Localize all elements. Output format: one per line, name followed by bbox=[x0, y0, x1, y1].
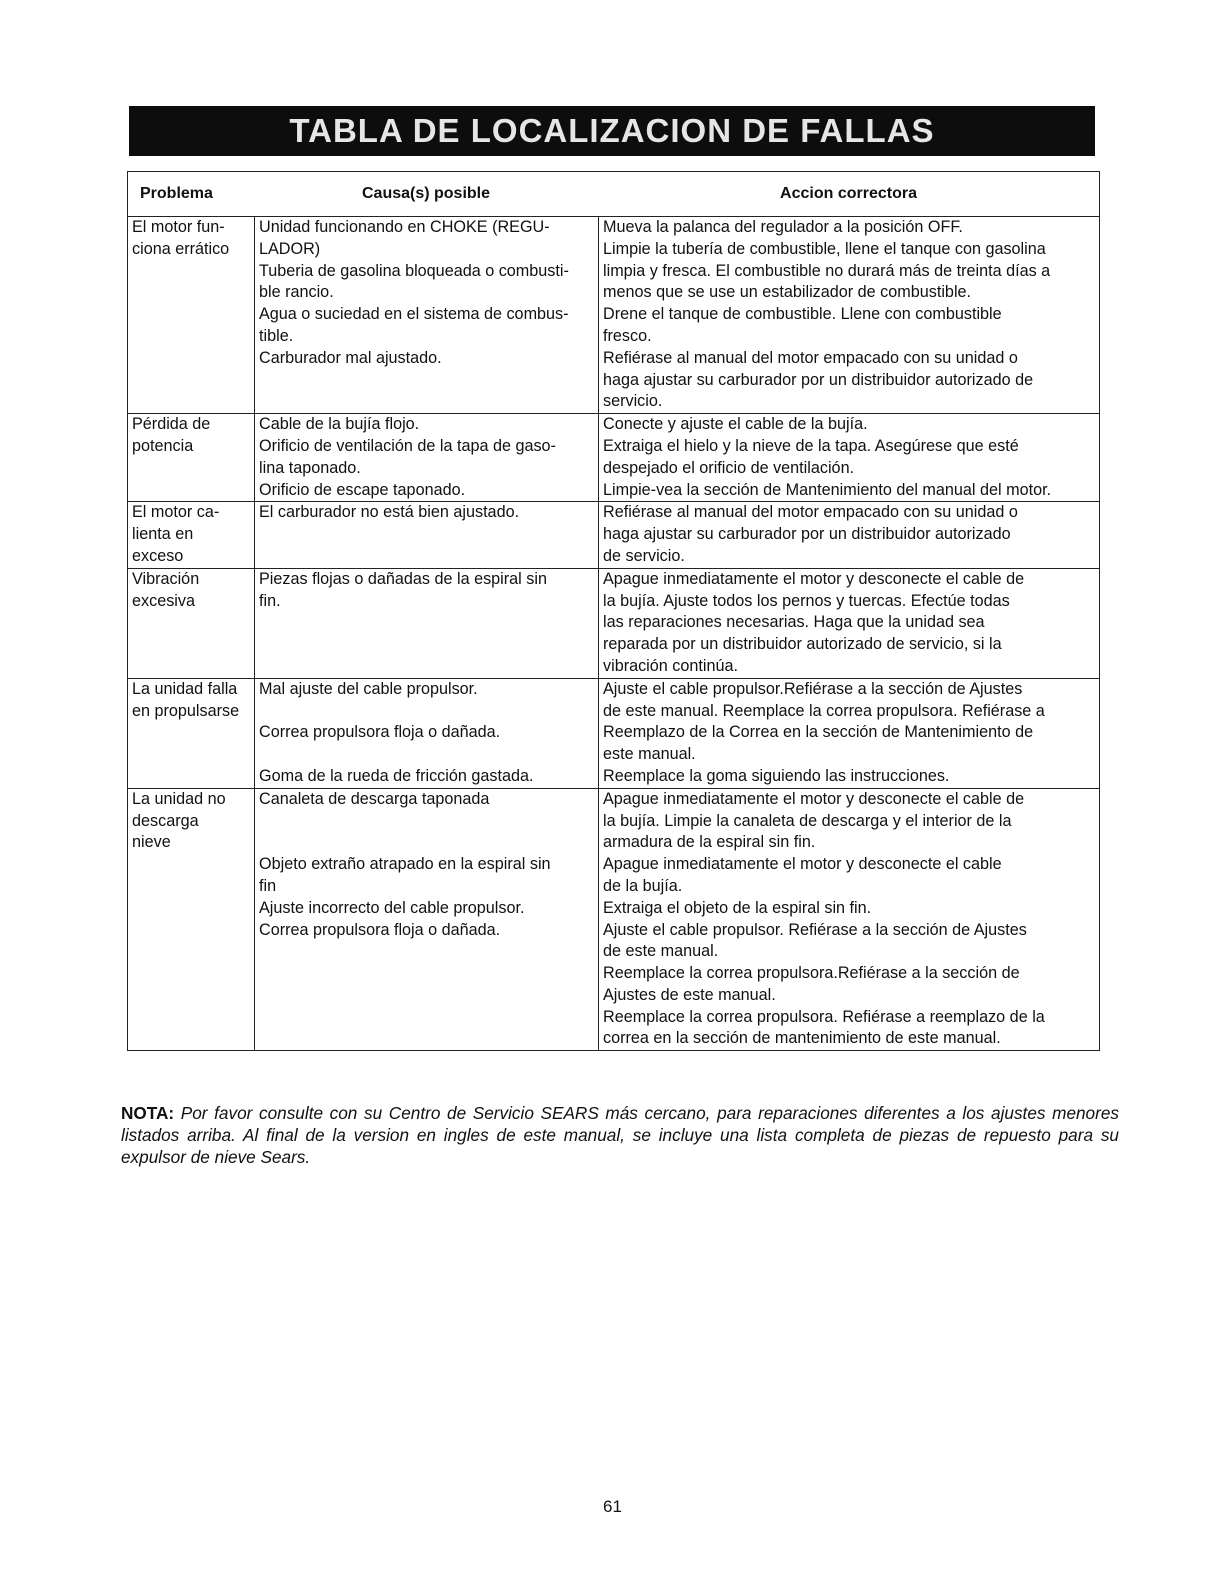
cell-line: Cable de la bujía flojo. bbox=[259, 415, 420, 434]
problem-cell bbox=[128, 569, 255, 678]
cell-line: fin bbox=[259, 876, 277, 895]
action-cell bbox=[599, 569, 1099, 678]
cell-line: servicio. bbox=[603, 392, 663, 411]
cell-line: este manual. bbox=[603, 745, 696, 764]
cell-line: excesiva bbox=[132, 591, 195, 610]
cell-line: de servicio. bbox=[603, 546, 685, 565]
cell-line: Extraiga el hielo y la nieve de la tapa. Asegúrese que esté bbox=[603, 436, 1019, 455]
cell-line: Apague inmediatamente el motor y desconecte el cable bbox=[603, 855, 1002, 874]
note-text: Por favor consulte con su Centro de Servicio SEARS más cercano, para reparaciones diferentes a los ajustes menores listados arriba. Al final de la version en ingles de este manual, se incluye una lista completa de piezas de repuesto para su expulsor de nieve Sears. bbox=[121, 1103, 1119, 1167]
table-row bbox=[128, 502, 1099, 568]
cell-line: Ajuste el cable propulsor.Refiérase a la sección de Ajustes bbox=[603, 679, 1023, 698]
cell-line: nieve bbox=[132, 833, 171, 852]
cell-line: lina taponado. bbox=[259, 458, 361, 477]
page-title: TABLA DE LOCALIZACION DE FALLAS bbox=[129, 106, 1095, 156]
cell-line: haga ajustar su carburador por un distribuidor autorizado de bbox=[603, 370, 1034, 389]
cell-line: ciona errático bbox=[132, 239, 230, 258]
causes-cell bbox=[255, 502, 599, 567]
action-cell bbox=[599, 502, 1099, 567]
blank-line bbox=[259, 811, 596, 833]
blank-line bbox=[259, 701, 596, 723]
cell-line: la bujía. Limpie la canaleta de descarga y el interior de la bbox=[603, 811, 1012, 830]
cell-line: Orificio de escape taponado. bbox=[259, 480, 466, 499]
table-body bbox=[128, 217, 1099, 1051]
causes-cell bbox=[255, 789, 599, 1051]
cell-line: la bujía. Ajuste todos los pernos y tuercas. Efectúe todas bbox=[603, 591, 1010, 610]
cell-line: potencia bbox=[132, 436, 194, 455]
cell-line: Apague inmediatamente el motor y desconecte el cable de bbox=[603, 789, 1025, 808]
cell-line: Limpie la tubería de combustible, llene el tanque con gasolina bbox=[603, 239, 1046, 258]
cell-line: exceso bbox=[132, 546, 184, 565]
cell-line: haga ajustar su carburador por un distribuidor autorizado bbox=[603, 525, 1011, 544]
cell-line: Agua o suciedad en el sistema de combus- bbox=[259, 305, 569, 324]
cell-line: Reemplace la correa propulsora.Refiérase a la sección de bbox=[603, 964, 1020, 983]
troubleshooting-table bbox=[127, 171, 1100, 1051]
cell-line: Refiérase al manual del motor empacado con su unidad o bbox=[603, 503, 1018, 522]
cell-line: LADOR) bbox=[259, 239, 321, 258]
cell-line: correa en la sección de mantenimiento de este manual. bbox=[603, 1029, 1001, 1048]
table-row bbox=[128, 789, 1099, 1052]
cell-line: Tuberia de gasolina bloqueada o combusti- bbox=[259, 261, 569, 280]
cell-line: Correa propulsora floja o dañada. bbox=[259, 723, 501, 742]
cell-line: Apague inmediatamente el motor y desconecte el cable de bbox=[603, 569, 1025, 588]
note-paragraph bbox=[121, 1102, 1119, 1168]
blank-line bbox=[259, 744, 596, 766]
cell-line: reparada por un distribuidor autorizado de servicio, si la bbox=[603, 635, 1002, 654]
cell-line: las reparaciones necesarias. Haga que la unidad sea bbox=[603, 613, 985, 632]
cell-line: en propulsarse bbox=[132, 701, 240, 720]
cell-line: Ajuste el cable propulsor. Refiérase a la sección de Ajustes bbox=[603, 920, 1027, 939]
cell-line: vibración continúa. bbox=[603, 656, 738, 675]
cell-line: de este manual. Reemplace la correa propulsora. Refiérase a bbox=[603, 701, 1045, 720]
causes-cell bbox=[255, 217, 599, 413]
cell-line: ble rancio. bbox=[259, 283, 334, 302]
cell-line: despejado el orificio de ventilación. bbox=[603, 458, 855, 477]
action-cell bbox=[599, 789, 1099, 1051]
table-row bbox=[128, 569, 1099, 679]
problem-cell bbox=[128, 789, 255, 1051]
action-cell bbox=[599, 414, 1099, 501]
cell-line: Refiérase al manual del motor empacado con su unidad o bbox=[603, 348, 1018, 367]
cell-line: tible. bbox=[259, 326, 294, 345]
header-action: Accion correctora bbox=[780, 185, 917, 202]
action-cell bbox=[599, 217, 1099, 413]
cell-line: Piezas flojas o dañadas de la espiral sin bbox=[259, 569, 547, 588]
cell-line: Mal ajuste del cable propulsor. bbox=[259, 679, 478, 698]
causes-cell bbox=[255, 569, 599, 678]
cell-line: de la bujía. bbox=[603, 876, 683, 895]
cell-line: Mueva la palanca del regulador a la posición OFF. bbox=[603, 218, 963, 236]
table-row bbox=[128, 217, 1099, 414]
cell-line: Vibración bbox=[132, 569, 200, 588]
cell-line: Correa propulsora floja o dañada. bbox=[259, 920, 501, 939]
causes-cell bbox=[255, 679, 599, 788]
table-header bbox=[128, 172, 1099, 217]
cell-line: Carburador mal ajustado. bbox=[259, 348, 442, 367]
table-row bbox=[128, 679, 1099, 789]
problem-cell bbox=[128, 679, 255, 788]
cell-line: fresco. bbox=[603, 326, 652, 345]
cell-line: Limpie-vea la sección de Mantenimiento del manual del motor. bbox=[603, 480, 1052, 499]
cell-line: Goma de la rueda de fricción gastada. bbox=[259, 766, 534, 785]
cell-line: Canaleta de descarga taponada bbox=[259, 789, 490, 808]
cell-line: lienta en bbox=[132, 525, 194, 544]
causes-cell bbox=[255, 414, 599, 501]
cell-line: Unidad funcionando en CHOKE (REGU- bbox=[259, 218, 550, 236]
cell-line: La unidad no bbox=[132, 789, 226, 808]
page-number: 61 bbox=[603, 1497, 622, 1516]
problem-cell bbox=[128, 502, 255, 567]
cell-line: Drene el tanque de combustible. Llene con combustible bbox=[603, 305, 1002, 324]
note-label: NOTA: bbox=[121, 1103, 175, 1123]
cell-line: Ajustes de este manual. bbox=[603, 985, 776, 1004]
cell-line: limpia y fresca. El combustible no durará más de treinta días a bbox=[603, 261, 1051, 280]
cell-line: descarga bbox=[132, 811, 199, 830]
cell-line: armadura de la espiral sin fin. bbox=[603, 833, 816, 852]
blank-line bbox=[259, 832, 596, 854]
cell-line: Conecte y ajuste el cable de la bujía. bbox=[603, 415, 868, 434]
header-problem: Problema bbox=[140, 185, 213, 202]
cell-line: Reemplazo de la Correa en la sección de Mantenimiento de bbox=[603, 723, 1034, 742]
action-cell bbox=[599, 679, 1099, 788]
cell-line: fin. bbox=[259, 591, 281, 610]
cell-line: La unidad falla bbox=[132, 679, 238, 698]
cell-line: Pérdida de bbox=[132, 415, 211, 434]
cell-line: Reemplace la goma siguiendo las instrucciones. bbox=[603, 766, 950, 785]
cell-line: El motor ca- bbox=[132, 503, 220, 522]
cell-line: de este manual. bbox=[603, 942, 719, 961]
table-row bbox=[128, 414, 1099, 502]
problem-cell bbox=[128, 217, 255, 413]
cell-line: El carburador no está bien ajustado. bbox=[259, 503, 520, 522]
cell-line: El motor fun- bbox=[132, 218, 225, 236]
cell-line: menos que se use un estabilizador de combustible. bbox=[603, 283, 972, 302]
cell-line: Orificio de ventilación de la tapa de gaso- bbox=[259, 436, 556, 455]
cell-line: Ajuste incorrecto del cable propulsor. bbox=[259, 898, 525, 917]
cell-line: Extraiga el objeto de la espiral sin fin. bbox=[603, 898, 872, 917]
header-causes: Causa(s) posible bbox=[361, 185, 491, 202]
cell-line: Reemplace la correa propulsora. Refiérase a reemplazo de la bbox=[603, 1007, 1045, 1026]
problem-cell bbox=[128, 414, 255, 501]
cell-line: Objeto extraño atrapado en la espiral sin bbox=[259, 855, 551, 874]
